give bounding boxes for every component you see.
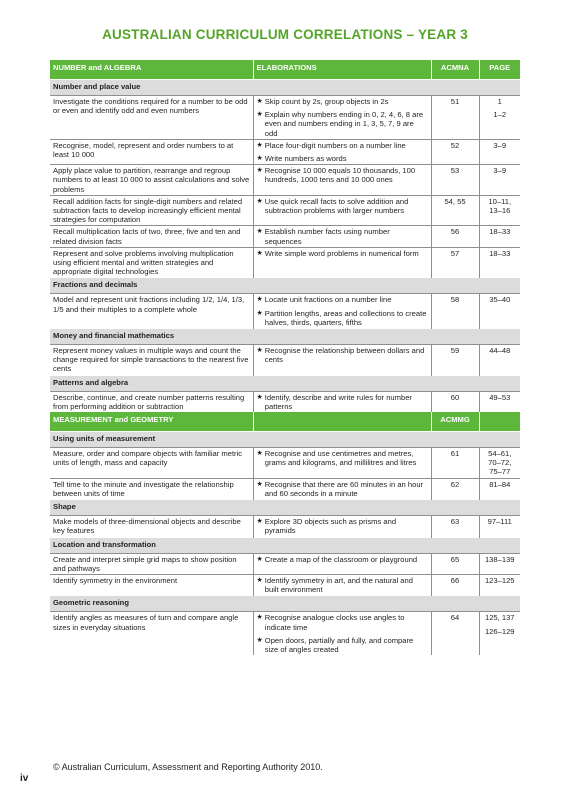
star-icon: ★	[256, 636, 263, 644]
page-ref: 3–9	[479, 139, 520, 164]
measurement-geometry-header	[50, 412, 520, 432]
acmna-code: 57	[431, 247, 479, 278]
table-row	[50, 478, 520, 499]
elaborations: ★ Use quick recall facts to solve addition and subtraction problems with larger numbers	[253, 195, 431, 226]
subheading: Using units of measurement	[50, 432, 520, 448]
subheading: Geometric reasoning	[50, 596, 520, 612]
acmmg-code: 61	[431, 448, 479, 479]
acmna-code: 53	[431, 165, 479, 196]
elaborations: ★ Recognise analogue clocks use angles to indicate time ★ Open doors, partially and fully, and compare size of angles created	[253, 612, 431, 655]
table-row	[50, 226, 520, 247]
subheading: Patterns and algebra	[50, 375, 520, 391]
curriculum-table	[50, 60, 520, 655]
acmmg-code: 66	[431, 574, 479, 595]
star-icon: ★	[256, 296, 263, 304]
star-icon: ★	[256, 98, 263, 105]
table-row	[50, 345, 520, 376]
content-description: Identify angles as measures of turn and compare angle sizes in everyday situations	[50, 612, 253, 655]
header-code: ACMNA	[431, 60, 479, 80]
acmna-code: 60	[431, 391, 479, 412]
table-row	[50, 247, 520, 278]
page-ref: 44–48	[479, 345, 520, 376]
table-row	[50, 96, 520, 140]
star-icon: ★	[256, 309, 263, 317]
elaborations: ★ Create a map of the classroom or playground	[253, 553, 431, 574]
header-elaborations	[253, 412, 431, 432]
content-description: Describe, continue, and create number patterns resulting from performing addition or subtraction	[50, 391, 253, 412]
content-description: Recall multiplication facts of two, three, five and ten and related division facts	[50, 226, 253, 247]
content-description: Recognise, model, represent and order numbers to at least 10 000	[50, 139, 253, 164]
acmmg-code: 65	[431, 553, 479, 574]
table-row	[50, 391, 520, 412]
page-ref: 125, 137 126–129	[479, 612, 520, 655]
content-description: Create and interpret simple grid maps to show position and pathways	[50, 553, 253, 574]
content-description: Investigate the conditions required for a number to be odd or even and identify odd and even numbers	[50, 96, 253, 140]
acmmg-code: 63	[431, 516, 479, 537]
star-icon: ★	[256, 141, 263, 149]
content-description: Tell time to the minute and investigate the relationship between units of time	[50, 478, 253, 499]
number-algebra-header	[50, 60, 520, 80]
table-row	[50, 195, 520, 226]
star-icon: ★	[256, 347, 263, 355]
star-icon: ★	[256, 228, 263, 236]
subheading-row	[50, 375, 520, 391]
acmna-code: 51	[431, 96, 479, 140]
acmna-code: 52	[431, 139, 479, 164]
content-description: Represent and solve problems involving multiplication using efficient mental and written strategies and appropriate digital technologies	[50, 247, 253, 278]
page-ref: 18–33	[479, 247, 520, 278]
page-ref: 10–11, 13–16	[479, 195, 520, 226]
elaborations: ★ Place four-digit numbers on a number line ★ Write numbers as words	[253, 139, 431, 164]
acmna-code: 58	[431, 294, 479, 329]
content-description: Measure, order and compare objects with familiar metric units of length, mass and capacity	[50, 448, 253, 479]
header-page	[479, 412, 520, 432]
header-elaborations: ELABORATIONS	[253, 60, 431, 80]
elaborations: ★ Recognise the relationship between dollars and cents	[253, 345, 431, 376]
subheading-row	[50, 596, 520, 612]
subheading: Shape	[50, 500, 520, 516]
page-ref: 81–84	[479, 478, 520, 499]
table-row	[50, 516, 520, 537]
elaborations: ★ Locate unit fractions on a number line ★ Partition lengths, areas and collections to create halves, thirds, quarters, fifths	[253, 294, 431, 329]
subheading: Fractions and decimals	[50, 278, 520, 294]
content-description: Apply place value to partition, rearrange and regroup numbers to at least 10 000 to assist calculations and solve problems	[50, 165, 253, 196]
star-icon: ★	[256, 111, 263, 119]
page-title: AUSTRALIAN CURRICULUM CORRELATIONS – YEAR 3	[102, 27, 468, 42]
elaborations: ★ Skip count by 2s, group objects in 2s ★ Explain why numbers ending in 0, 2, 4, 6, 8 are even and numbers ending in 1, 3, 5, 7, 9 are odd	[253, 96, 431, 140]
elaborations: ★ Recognise and use centimetres and metres, grams and kilograms, and millilitres and litres	[253, 448, 431, 479]
content-description: Model and represent unit fractions including 1/2, 1/4, 1/3, 1/5 and their multiples to a complete whole	[50, 294, 253, 329]
acmna-code: 56	[431, 226, 479, 247]
page-ref: 3–9	[479, 165, 520, 196]
page-ref: 97–111	[479, 516, 520, 537]
content-description: Make models of three-dimensional objects and describe key features	[50, 516, 253, 537]
elaborations: ★ Identify symmetry in art, and the natural and built environment	[253, 574, 431, 595]
header-page: PAGE	[479, 60, 520, 80]
elaborations: ★ Write simple word problems in numerical form	[253, 247, 431, 278]
page-ref: 49–53	[479, 391, 520, 412]
page-ref: 1 1–2	[479, 96, 520, 140]
content-description: Recall addition facts for single-digit numbers and related subtraction facts to develop increasingly efficient mental strategies for computation	[50, 195, 253, 226]
content-description: Represent money values in multiple ways and count the change required for simple transactions to the nearest five cents	[50, 345, 253, 376]
page-ref: 123–125	[479, 574, 520, 595]
subheading-row	[50, 432, 520, 448]
elaborations: ★ Explore 3D objects such as prisms and pyramids	[253, 516, 431, 537]
table-row	[50, 165, 520, 196]
star-icon: ★	[256, 167, 263, 175]
elaborations: ★ Recognise 10 000 equals 10 thousands, 100 hundreds, 1000 tens and 10 000 ones	[253, 165, 431, 196]
subheading-row	[50, 329, 520, 345]
page-ref: 18–33	[479, 226, 520, 247]
table-row	[50, 612, 520, 655]
header-strand: NUMBER and ALGEBRA	[50, 60, 253, 80]
star-icon: ★	[256, 155, 263, 163]
header-code: ACMMG	[431, 412, 479, 432]
star-icon: ★	[256, 197, 263, 205]
star-icon: ★	[256, 450, 263, 458]
star-icon: ★	[256, 249, 263, 257]
page-ref: 35–40	[479, 294, 520, 329]
table-row	[50, 553, 520, 574]
subheading: Number and place value	[50, 80, 520, 96]
header-strand: MEASUREMENT and GEOMETRY	[50, 412, 253, 432]
subheading: Money and financial mathematics	[50, 329, 520, 345]
table-row	[50, 294, 520, 329]
star-icon: ★	[256, 614, 263, 622]
acmmg-code: 64	[431, 612, 479, 655]
page-ref: 138–139	[479, 553, 520, 574]
content-description: Identify symmetry in the environment	[50, 574, 253, 595]
copyright-note: © Australian Curriculum, Assessment and Reporting Authority 2010.	[53, 762, 323, 772]
subheading-row	[50, 278, 520, 294]
subheading-row	[50, 500, 520, 516]
acmmg-code: 62	[431, 478, 479, 499]
acmna-code: 54, 55	[431, 195, 479, 226]
elaborations: ★ Recognise that there are 60 minutes in an hour and 60 seconds in a minute	[253, 478, 431, 499]
star-icon: ★	[256, 480, 263, 488]
table-row	[50, 574, 520, 595]
subheading: Location and transformation	[50, 537, 520, 553]
subheading-row	[50, 80, 520, 96]
table-row	[50, 139, 520, 164]
page-number: iv	[20, 773, 29, 784]
star-icon: ★	[256, 576, 263, 584]
acmna-code: 59	[431, 345, 479, 376]
page-ref: 54–61, 70–72, 75–77	[479, 448, 520, 479]
elaborations: ★ Establish number facts using number sequences	[253, 226, 431, 247]
star-icon: ★	[256, 393, 263, 401]
table-row	[50, 448, 520, 479]
star-icon: ★	[256, 555, 263, 563]
elaborations: ★ Identify, describe and write rules for number patterns	[253, 391, 431, 412]
star-icon: ★	[256, 518, 263, 526]
subheading-row	[50, 537, 520, 553]
